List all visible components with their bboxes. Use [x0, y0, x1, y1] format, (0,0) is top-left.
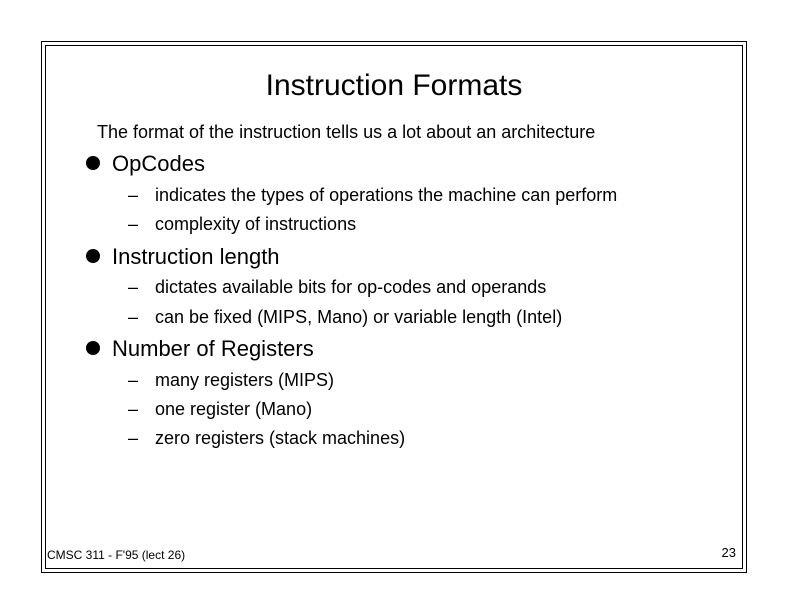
sub-item — [128, 184, 617, 206]
bullet-opcodes — [86, 151, 205, 177]
sub-item-text: zero registers (stack machines) — [155, 428, 406, 448]
sub-item-text: dictates available bits for op-codes and operands — [155, 277, 547, 297]
dash-icon: – — [128, 214, 139, 234]
bullet-dot-icon — [86, 249, 100, 263]
sub-item-text: one register (Mano) — [155, 399, 313, 419]
sub-item-text: complexity of instructions — [155, 214, 357, 234]
sub-item-text: can be fixed (MIPS, Mano) or variable length (Intel) — [155, 307, 563, 327]
bullet-instruction-length — [86, 244, 280, 270]
intro-text: The format of the instruction tells us a lot about an architecture — [97, 122, 596, 142]
sub-item-text: indicates the types of operations the machine can perform — [155, 185, 618, 205]
bullet-label: Number of Registers — [112, 336, 314, 361]
dash-icon: – — [128, 428, 139, 448]
sub-item — [128, 398, 312, 420]
dash-icon: – — [128, 370, 139, 390]
bullet-dot-icon — [86, 341, 100, 355]
bullet-label: OpCodes — [112, 151, 205, 176]
bullet-label: Instruction length — [112, 244, 280, 269]
dash-icon: – — [128, 185, 139, 205]
dash-icon: – — [128, 399, 139, 419]
sub-item — [128, 427, 405, 449]
footer-course-label: CMSC 311 - F'95 (lect 26) — [47, 548, 186, 562]
dash-icon: – — [128, 277, 139, 297]
sub-item — [128, 213, 356, 235]
sub-item-text: many registers (MIPS) — [155, 370, 335, 390]
bullet-number-of-registers — [86, 336, 314, 362]
sub-item — [128, 276, 546, 298]
dash-icon: – — [128, 307, 139, 327]
bullet-dot-icon — [86, 156, 100, 170]
page-number: 23 — [721, 545, 736, 560]
sub-item — [128, 306, 562, 328]
sub-item — [128, 369, 334, 391]
slide-title: Instruction Formats — [265, 69, 523, 102]
